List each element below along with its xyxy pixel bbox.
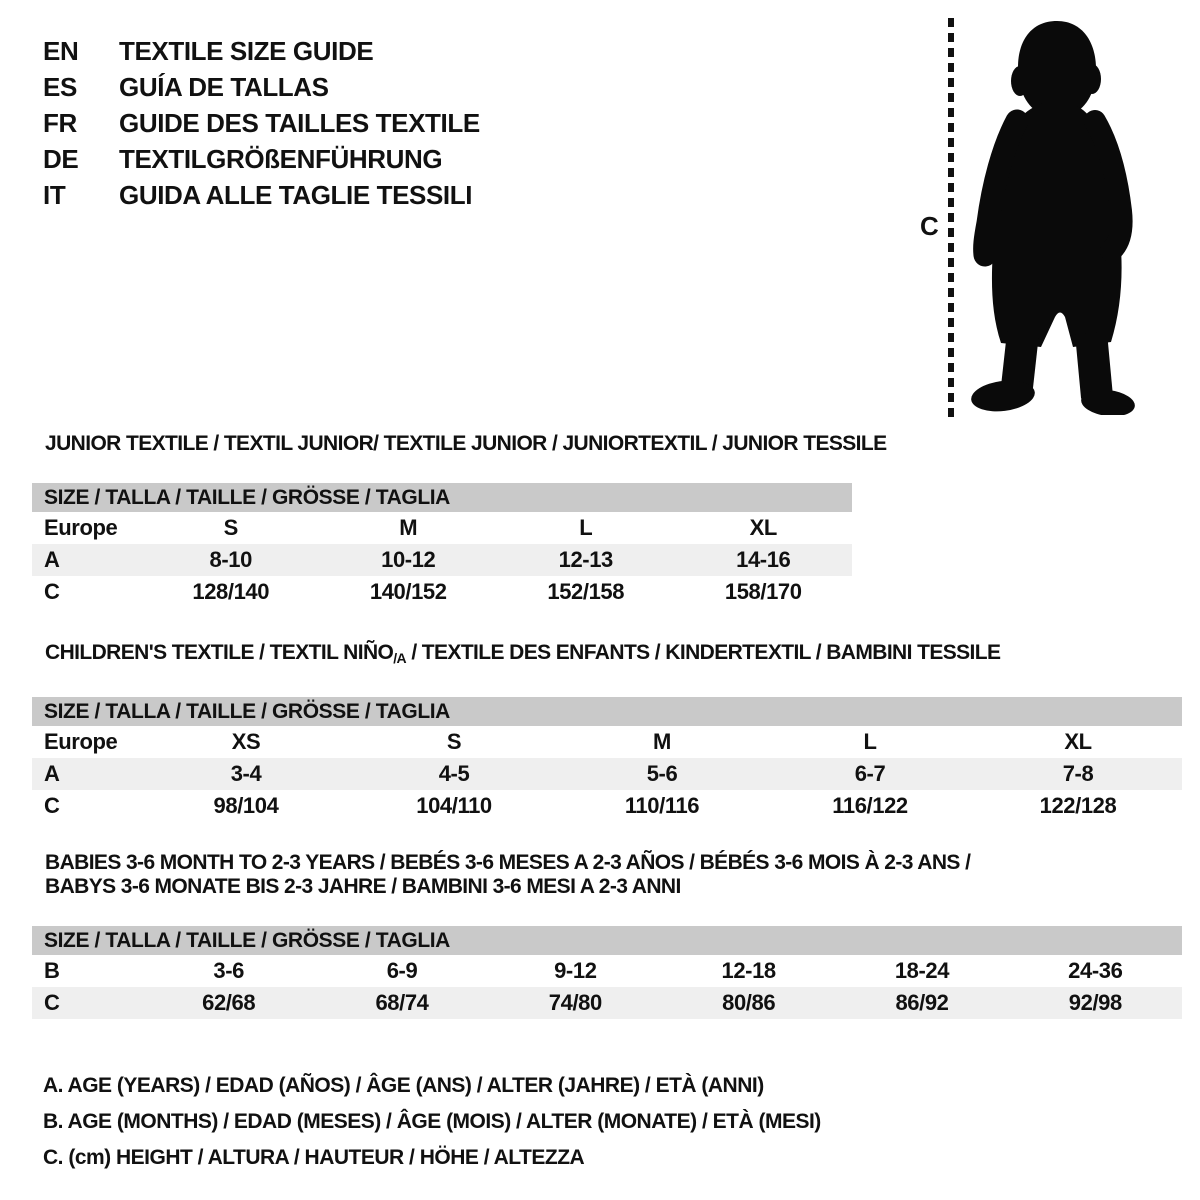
- table-row-c: [32, 987, 1182, 1019]
- size-value: 80/86: [722, 990, 776, 1015]
- size-value: 7-8: [1062, 761, 1094, 786]
- section-childrens-textile: [32, 641, 1182, 822]
- size-value: 8-10: [209, 547, 252, 572]
- table-row-a: [32, 544, 852, 576]
- size-value: 12-18: [721, 958, 776, 983]
- babies-title-line-2: [45, 875, 1182, 899]
- table-row-c: [32, 576, 852, 608]
- size-value: 3-4: [230, 761, 262, 786]
- footnote-b: B. AGE (MONTHS) / EDAD (MESES) / ÂGE (MOIS) / ALTER (MONATE) / ETÀ (MESI): [43, 1110, 821, 1133]
- row-label: A: [44, 761, 60, 786]
- size-value: 158/170: [724, 579, 802, 604]
- size-value: 104/110: [416, 793, 492, 818]
- size-value: 152/158: [547, 579, 625, 604]
- height-dashed-line: [948, 18, 954, 418]
- row-label: C: [44, 579, 60, 604]
- size-value: 62/68: [202, 990, 256, 1015]
- language-code: FR: [43, 107, 77, 138]
- guide-title-it: GUIDA ALLE TAGLIE TESSILI: [119, 179, 473, 210]
- size-value: 122/128: [1039, 793, 1117, 818]
- language-row-es: [43, 69, 480, 105]
- children-size-table: [32, 726, 1182, 822]
- language-code: IT: [43, 179, 66, 210]
- size-value: 14-16: [736, 547, 791, 572]
- size-value: 3-6: [213, 958, 244, 983]
- guide-title-de: TEXTILGRÖßENFÜHRUNG: [119, 143, 443, 174]
- size-header-label: SIZE / TALLA / TAILLE / GRÖSSE / TAGLIA: [44, 928, 450, 952]
- language-code: ES: [43, 71, 77, 102]
- row-label: Europe: [44, 729, 118, 754]
- junior-title-line-1: [45, 432, 887, 456]
- size-value: 10-12: [381, 547, 436, 572]
- title-text: BABIES 3-6 MONTH TO 2-3 YEARS / BEBÉS 3-6 MESES A 2-3 AÑOS / BÉBÉS 3-6 MOIS À 2-3 ANS /: [45, 851, 971, 874]
- table-row-a: [32, 758, 1182, 790]
- size-value: 68/74: [375, 990, 429, 1015]
- size-value: S: [446, 729, 462, 754]
- guide-title-en: TEXTILE SIZE GUIDE: [119, 35, 374, 66]
- table-row-europe: [32, 512, 852, 544]
- row-label: C: [44, 793, 60, 818]
- size-header-label: SIZE / TALLA / TAILLE / GRÖSSE / TAGLIA: [44, 699, 450, 723]
- babies-title-line-1: [45, 851, 1182, 875]
- guide-title-es: GUÍA DE TALLAS: [119, 71, 329, 102]
- language-row-fr: [43, 105, 480, 141]
- size-value: XS: [231, 729, 261, 754]
- title-text: CHILDREN'S TEXTILE / TEXTIL NIÑO: [45, 641, 394, 664]
- footnotes: [43, 1068, 821, 1176]
- title-text: JUNIOR TEXTILE / TEXTIL JUNIOR/ TEXTILE JUNIOR / JUNIORTEXTIL / JUNIOR TESSILE: [45, 432, 887, 455]
- row-label: A: [44, 547, 60, 572]
- language-row-de: [43, 141, 480, 177]
- babies-size-table: [32, 955, 1182, 1019]
- size-value: 18-24: [894, 958, 950, 983]
- size-value: 86/92: [895, 990, 949, 1015]
- table-row-europe: [32, 726, 1182, 758]
- footnote-a: A. AGE (YEARS) / EDAD (AÑOS) / ÂGE (ANS) / ALTER (JAHRE) / ETÀ (ANNI): [43, 1074, 764, 1097]
- size-value: XL: [1064, 729, 1092, 754]
- section-junior-textile: [32, 432, 887, 608]
- language-code: EN: [43, 35, 79, 66]
- children-size-header-bar: [32, 697, 1182, 726]
- guide-title-fr: GUIDE DES TAILLES TEXTILE: [119, 107, 480, 138]
- row-label: Europe: [44, 515, 118, 540]
- section-babies-textile: [32, 851, 1182, 1019]
- size-value: M: [399, 515, 418, 540]
- size-value: 5-6: [646, 761, 678, 786]
- size-value: 116/122: [832, 793, 908, 818]
- height-measure-label: C: [920, 211, 939, 241]
- toddler-silhouette-image: [965, 15, 1135, 415]
- language-code: DE: [43, 143, 79, 174]
- language-row-en: [43, 33, 480, 69]
- size-value: 6-9: [386, 958, 418, 983]
- size-value: L: [863, 729, 877, 754]
- size-value: 140/152: [369, 579, 447, 604]
- title-subscript: /A: [393, 650, 407, 666]
- size-value: L: [579, 515, 593, 540]
- size-value: 12-13: [558, 547, 613, 572]
- title-text: / TEXTILE DES ENFANTS / KINDERTEXTIL / BAMBINI TESSILE: [406, 641, 1001, 664]
- junior-size-header-bar: [32, 483, 852, 512]
- footnote-c: C. (cm) HEIGHT / ALTURA / HAUTEUR / HÖHE / ALTEZZA: [43, 1146, 585, 1169]
- size-value: 92/98: [1068, 990, 1122, 1015]
- title-text: BABYS 3-6 MONATE BIS 2-3 JAHRE / BAMBINI 3-6 MESI A 2-3 ANNI: [45, 875, 681, 898]
- size-value: 128/140: [192, 579, 270, 604]
- size-value: M: [653, 729, 671, 754]
- size-value: 9-12: [554, 958, 597, 983]
- babies-size-header-bar: [32, 926, 1182, 955]
- size-header-label: SIZE / TALLA / TAILLE / GRÖSSE / TAGLIA: [44, 485, 450, 509]
- size-value: S: [223, 515, 238, 540]
- junior-size-table: [32, 512, 852, 608]
- language-title-list: [43, 33, 480, 213]
- children-title-line-1: [45, 641, 1182, 670]
- size-value: 4-5: [438, 761, 470, 786]
- height-measure-figure: [920, 15, 1160, 425]
- row-label: C: [44, 990, 60, 1015]
- size-value: 98/104: [213, 793, 279, 818]
- language-row-it: [43, 177, 480, 213]
- size-value: 110/116: [624, 793, 700, 818]
- size-value: 74/80: [548, 990, 602, 1015]
- table-row-b: [32, 955, 1182, 987]
- size-value: XL: [749, 515, 777, 540]
- row-label: B: [44, 958, 60, 983]
- size-value: 6-7: [854, 761, 886, 786]
- size-value: 24-36: [1068, 958, 1123, 983]
- table-row-c: [32, 790, 1182, 822]
